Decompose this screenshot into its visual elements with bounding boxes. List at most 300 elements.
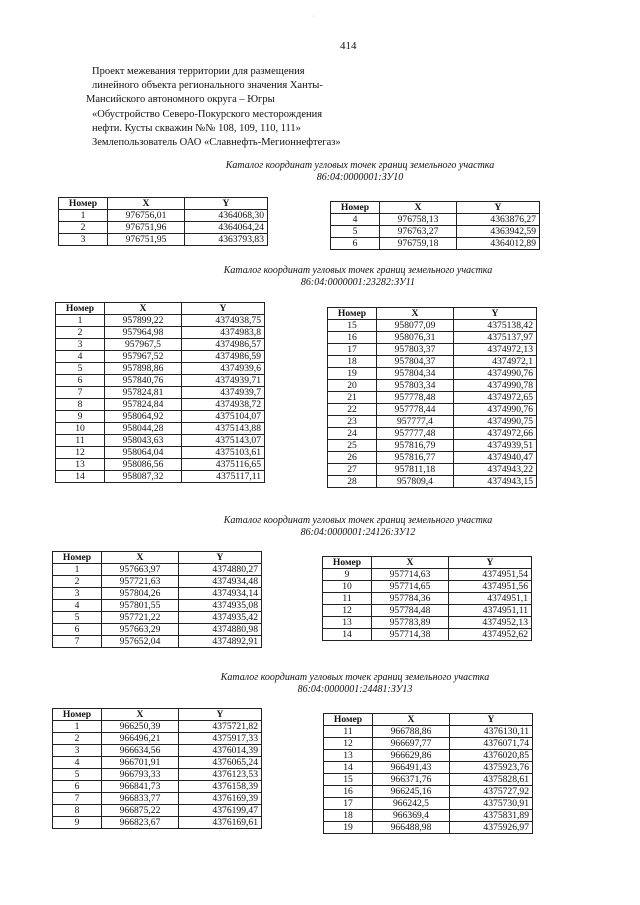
document-header [86, 65, 392, 150]
coord-y: 4375831,89 [450, 810, 533, 822]
coord-x: 957784,48 [372, 605, 449, 617]
coord-x: 957714,38 [372, 629, 449, 641]
coord-x: 966875,22 [102, 805, 179, 817]
coord-y: 4375138,42 [454, 320, 537, 332]
table-row [324, 738, 533, 750]
point-number: 4 [53, 757, 102, 769]
point-number: 14 [324, 762, 373, 774]
point-number: 13 [323, 617, 372, 629]
coord-x: 957816,77 [377, 452, 454, 464]
point-number: 9 [56, 411, 105, 423]
coords-table [58, 197, 268, 246]
table-row [59, 234, 268, 246]
coord-x: 966833,77 [102, 793, 179, 805]
coord-x: 957801,55 [102, 600, 179, 612]
point-number: 12 [324, 738, 373, 750]
point-number: 4 [53, 600, 102, 612]
col-header-x: X [105, 303, 182, 315]
coord-x: 966250,39 [102, 721, 179, 733]
table-row [56, 387, 265, 399]
coord-y: 4374972,65 [454, 392, 537, 404]
table-row [56, 327, 265, 339]
header-line: Мансийского автономного округа – Югры [86, 94, 275, 106]
catalog-title: Каталог координат угловых точек границ земельного участка [223, 265, 493, 276]
table-row [324, 810, 533, 822]
table-row [323, 569, 532, 581]
table-row [53, 805, 262, 817]
table-row [328, 392, 537, 404]
coord-x: 966496,21 [102, 733, 179, 745]
table-row [323, 617, 532, 629]
coord-y: 4374990,75 [454, 416, 537, 428]
coord-y: 4376158,39 [179, 781, 262, 793]
coord-y: 4374935,08 [179, 600, 262, 612]
point-number: 9 [53, 817, 102, 829]
coord-x: 976751,95 [108, 234, 185, 246]
col-header-y: Y [182, 303, 265, 315]
catalog-caption [148, 515, 568, 539]
table-row [328, 368, 537, 380]
coord-x: 957809,4 [377, 476, 454, 488]
coord-x: 966788,86 [373, 726, 450, 738]
table-row [56, 435, 265, 447]
table-row [53, 600, 262, 612]
header-line: линейного объекта регионального значения Ханты- [92, 80, 323, 92]
coord-y: 4375103,61 [182, 447, 265, 459]
coord-y: 4374951,54 [449, 569, 532, 581]
point-number: 6 [56, 375, 105, 387]
col-header-number: Номер [53, 709, 102, 721]
coord-x: 957784,36 [372, 593, 449, 605]
col-header-number: Номер [53, 552, 102, 564]
col-header-y: Y [457, 202, 540, 214]
table-row [56, 447, 265, 459]
col-header-x: X [102, 552, 179, 564]
table-row [56, 459, 265, 471]
point-number: 3 [53, 588, 102, 600]
coord-x: 958086,56 [105, 459, 182, 471]
coord-y: 4374990,78 [454, 380, 537, 392]
table-row [324, 750, 533, 762]
coord-y: 4363876,27 [457, 214, 540, 226]
col-header-number: Номер [59, 198, 108, 210]
point-number: 10 [56, 423, 105, 435]
table-row [56, 399, 265, 411]
coord-y: 4376130,11 [450, 726, 533, 738]
point-number: 16 [324, 786, 373, 798]
table-row [53, 781, 262, 793]
table-header-row [331, 202, 540, 214]
coord-y: 4364064,24 [185, 222, 268, 234]
point-number: 14 [56, 471, 105, 483]
point-number: 27 [328, 464, 377, 476]
table-row [331, 238, 540, 250]
table-row [59, 222, 268, 234]
table-row [328, 476, 537, 488]
point-number: 5 [56, 363, 105, 375]
coord-y: 4374939,7 [182, 387, 265, 399]
point-number: 7 [56, 387, 105, 399]
point-number: 17 [328, 344, 377, 356]
point-number: 1 [59, 210, 108, 222]
coord-x: 957778,44 [377, 404, 454, 416]
table-row [53, 564, 262, 576]
coord-x: 957824,84 [105, 399, 182, 411]
coord-y: 4374951,1 [449, 593, 532, 605]
catalog-caption [145, 672, 565, 696]
point-number: 10 [323, 581, 372, 593]
col-header-y: Y [449, 557, 532, 569]
coord-x: 957721,22 [102, 612, 179, 624]
table-row [53, 624, 262, 636]
coord-x: 957964,98 [105, 327, 182, 339]
point-number: 11 [323, 593, 372, 605]
page-number: 414 [340, 40, 357, 52]
table-row [328, 344, 537, 356]
point-number: 18 [328, 356, 377, 368]
coord-y: 4375117,11 [182, 471, 265, 483]
coord-x: 966245,16 [373, 786, 450, 798]
point-number: 3 [59, 234, 108, 246]
catalog-caption [148, 265, 568, 289]
coord-y: 4375926,97 [450, 822, 533, 834]
col-header-number: Номер [56, 303, 105, 315]
coord-y: 4375143,07 [182, 435, 265, 447]
coord-x: 966841,73 [102, 781, 179, 793]
coord-x: 976756,01 [108, 210, 185, 222]
coord-y: 4375730,91 [450, 798, 533, 810]
coord-y: 4374952,13 [449, 617, 532, 629]
coord-y: 4374943,22 [454, 464, 537, 476]
coord-x: 957783,89 [372, 617, 449, 629]
point-number: 5 [53, 612, 102, 624]
col-header-x: X [108, 198, 185, 210]
coord-x: 966793,33 [102, 769, 179, 781]
coord-y: 4364068,30 [185, 210, 268, 222]
coord-x: 957804,34 [377, 368, 454, 380]
table-row [56, 375, 265, 387]
point-number: 5 [331, 226, 380, 238]
coord-x: 976763,27 [380, 226, 457, 238]
table-row [56, 339, 265, 351]
coord-x: 976751,96 [108, 222, 185, 234]
header-line: Землепользователь ОАО «Славнефть-Мегионнефтегаз» [92, 137, 341, 149]
catalog-title: Каталог координат угловых точек границ земельного участка [223, 515, 493, 526]
point-number: 1 [53, 721, 102, 733]
col-header-y: Y [179, 709, 262, 721]
coord-x: 957777,4 [377, 416, 454, 428]
table-row [53, 793, 262, 805]
col-header-number: Номер [324, 714, 373, 726]
coord-x: 957652,04 [102, 636, 179, 648]
coord-x: 957721,63 [102, 576, 179, 588]
coord-y: 4375721,82 [179, 721, 262, 733]
table-row [53, 757, 262, 769]
col-header-x: X [380, 202, 457, 214]
coord-x: 966634,56 [102, 745, 179, 757]
point-number: 22 [328, 404, 377, 416]
table-header-row [59, 198, 268, 210]
coord-y: 4374972,66 [454, 428, 537, 440]
point-number: 8 [56, 399, 105, 411]
table-header-row [323, 557, 532, 569]
coord-x: 957777,48 [377, 428, 454, 440]
coord-y: 4375917,33 [179, 733, 262, 745]
coord-y: 4374934,48 [179, 576, 262, 588]
catalog-title: Каталог координат угловых точек границ земельного участка [220, 672, 490, 683]
table-header-row [53, 552, 262, 564]
point-number: 2 [53, 733, 102, 745]
table-row [56, 471, 265, 483]
coord-y: 4374943,15 [454, 476, 537, 488]
table-row [324, 726, 533, 738]
coord-y: 4376169,39 [179, 793, 262, 805]
point-number: 12 [56, 447, 105, 459]
coord-x: 958044,28 [105, 423, 182, 435]
coord-x: 966823,67 [102, 817, 179, 829]
table-row [323, 581, 532, 593]
coord-y: 4374972,13 [454, 344, 537, 356]
coord-y: 4375143,88 [182, 423, 265, 435]
table-row [53, 745, 262, 757]
col-header-x: X [377, 308, 454, 320]
catalog-caption [150, 160, 570, 184]
col-header-y: Y [185, 198, 268, 210]
coord-x: 966242,5 [373, 798, 450, 810]
point-number: 6 [53, 624, 102, 636]
table-row [328, 332, 537, 344]
point-number: 16 [328, 332, 377, 344]
point-number: 12 [323, 605, 372, 617]
coord-y: 4376169,61 [179, 817, 262, 829]
coord-x: 966629,86 [373, 750, 450, 762]
coord-y: 4375116,65 [182, 459, 265, 471]
coords-table [52, 551, 262, 648]
header-line: нефти. Кусты скважин №№ 108, 109, 110, 111» [92, 122, 301, 134]
coord-x: 957967,52 [105, 351, 182, 363]
table-header-row [56, 303, 265, 315]
col-header-number: Номер [323, 557, 372, 569]
coord-y: 4374892,91 [179, 636, 262, 648]
coord-x: 958064,04 [105, 447, 182, 459]
table-row [328, 452, 537, 464]
table-row [56, 411, 265, 423]
coord-x: 957816,79 [377, 440, 454, 452]
coord-x: 976759,18 [380, 238, 457, 250]
point-number: 2 [59, 222, 108, 234]
point-number: 1 [56, 315, 105, 327]
table-row [331, 226, 540, 238]
parcel-code: 86:04:0000001:ЗУ10 [316, 172, 404, 183]
coord-y: 4374939,6 [182, 363, 265, 375]
col-header-number: Номер [331, 202, 380, 214]
point-number: 4 [56, 351, 105, 363]
scan-artifact: · [312, 12, 315, 21]
col-header-y: Y [179, 552, 262, 564]
table-row [328, 464, 537, 476]
coord-x: 957804,26 [102, 588, 179, 600]
coord-y: 4375137,97 [454, 332, 537, 344]
table-row [328, 380, 537, 392]
coord-y: 4374952,62 [449, 629, 532, 641]
table-row [328, 428, 537, 440]
table-row [331, 214, 540, 226]
coord-y: 4374983,8 [182, 327, 265, 339]
coord-y: 4374939,71 [182, 375, 265, 387]
coord-y: 4375727,92 [450, 786, 533, 798]
coord-x: 966488,98 [373, 822, 450, 834]
table-row [328, 320, 537, 332]
coord-y: 4374951,11 [449, 605, 532, 617]
table-row [56, 423, 265, 435]
table-row [328, 440, 537, 452]
point-number: 3 [53, 745, 102, 757]
point-number: 14 [323, 629, 372, 641]
coord-y: 4363942,59 [457, 226, 540, 238]
coords-table [323, 713, 533, 834]
coord-x: 957804,37 [377, 356, 454, 368]
point-number: 18 [324, 810, 373, 822]
coord-y: 4374934,14 [179, 588, 262, 600]
point-number: 5 [53, 769, 102, 781]
point-number: 19 [324, 822, 373, 834]
coord-x: 958076,31 [377, 332, 454, 344]
point-number: 13 [56, 459, 105, 471]
table-row [324, 762, 533, 774]
table-row [323, 629, 532, 641]
table-row [53, 817, 262, 829]
coord-y: 4374880,98 [179, 624, 262, 636]
coord-y: 4376014,39 [179, 745, 262, 757]
table-row [324, 774, 533, 786]
coord-x: 957714,63 [372, 569, 449, 581]
coords-table [327, 307, 537, 488]
point-number: 19 [328, 368, 377, 380]
col-header-y: Y [450, 714, 533, 726]
table-header-row [324, 714, 533, 726]
parcel-code: 86:04:0000001:24481:ЗУ13 [297, 684, 413, 695]
coords-table [52, 708, 262, 829]
coord-x: 957899,22 [105, 315, 182, 327]
col-header-y: Y [454, 308, 537, 320]
coord-y: 4376020,85 [450, 750, 533, 762]
table-row [324, 786, 533, 798]
header-line: «Обустройство Северо-Покурского месторождения [92, 108, 323, 120]
point-number: 28 [328, 476, 377, 488]
coord-x: 957967,5 [105, 339, 182, 351]
coord-y: 4374990,76 [454, 368, 537, 380]
point-number: 11 [56, 435, 105, 447]
table-row [53, 769, 262, 781]
point-number: 6 [53, 781, 102, 793]
table-row [56, 351, 265, 363]
col-header-x: X [102, 709, 179, 721]
table-row [328, 416, 537, 428]
coord-x: 966491,43 [373, 762, 450, 774]
point-number: 6 [331, 238, 380, 250]
parcel-code: 86:04:0000001:23282:ЗУ11 [300, 277, 416, 288]
table-row [324, 822, 533, 834]
coord-x: 957824,81 [105, 387, 182, 399]
point-number: 11 [324, 726, 373, 738]
coord-y: 4374986,57 [182, 339, 265, 351]
coord-y: 4374951,56 [449, 581, 532, 593]
table-row [328, 404, 537, 416]
coord-x: 957778,48 [377, 392, 454, 404]
coord-x: 966369,4 [373, 810, 450, 822]
coord-x: 966371,76 [373, 774, 450, 786]
point-number: 25 [328, 440, 377, 452]
coord-x: 957803,37 [377, 344, 454, 356]
coord-x: 976758,13 [380, 214, 457, 226]
coords-table [330, 201, 540, 250]
point-number: 2 [53, 576, 102, 588]
table-row [53, 588, 262, 600]
col-header-number: Номер [328, 308, 377, 320]
point-number: 1 [53, 564, 102, 576]
coord-y: 4363793,83 [185, 234, 268, 246]
point-number: 21 [328, 392, 377, 404]
coord-y: 4376123,53 [179, 769, 262, 781]
table-row [323, 593, 532, 605]
coord-y: 4374938,72 [182, 399, 265, 411]
table-row [56, 315, 265, 327]
table-row [53, 576, 262, 588]
coord-x: 957803,34 [377, 380, 454, 392]
point-number: 9 [323, 569, 372, 581]
coord-y: 4375104,07 [182, 411, 265, 423]
coords-table [55, 302, 265, 483]
point-number: 3 [56, 339, 105, 351]
point-number: 13 [324, 750, 373, 762]
coord-y: 4374938,75 [182, 315, 265, 327]
point-number: 8 [53, 805, 102, 817]
point-number: 23 [328, 416, 377, 428]
coord-x: 958064,92 [105, 411, 182, 423]
point-number: 7 [53, 636, 102, 648]
point-number: 4 [331, 214, 380, 226]
coord-y: 4374940,47 [454, 452, 537, 464]
table-row [53, 721, 262, 733]
table-row [53, 733, 262, 745]
table-header-row [328, 308, 537, 320]
coord-y: 4374990,76 [454, 404, 537, 416]
point-number: 24 [328, 428, 377, 440]
coord-y: 4375923,76 [450, 762, 533, 774]
col-header-x: X [372, 557, 449, 569]
coord-x: 966701,91 [102, 757, 179, 769]
point-number: 15 [328, 320, 377, 332]
coords-table [322, 556, 532, 641]
coord-y: 4374939,51 [454, 440, 537, 452]
coord-x: 957714,65 [372, 581, 449, 593]
table-row [53, 612, 262, 624]
table-row [56, 363, 265, 375]
coord-y: 4364012,89 [457, 238, 540, 250]
table-row [328, 356, 537, 368]
coord-x: 958077,09 [377, 320, 454, 332]
coord-x: 957898,86 [105, 363, 182, 375]
coord-y: 4376065,24 [179, 757, 262, 769]
coord-x: 957663,29 [102, 624, 179, 636]
coord-y: 4375828,61 [450, 774, 533, 786]
table-row [53, 636, 262, 648]
coord-y: 4374972,1 [454, 356, 537, 368]
coord-y: 4376071,74 [450, 738, 533, 750]
coord-y: 4374986,59 [182, 351, 265, 363]
coord-x: 958087,32 [105, 471, 182, 483]
coord-y: 4374880,27 [179, 564, 262, 576]
